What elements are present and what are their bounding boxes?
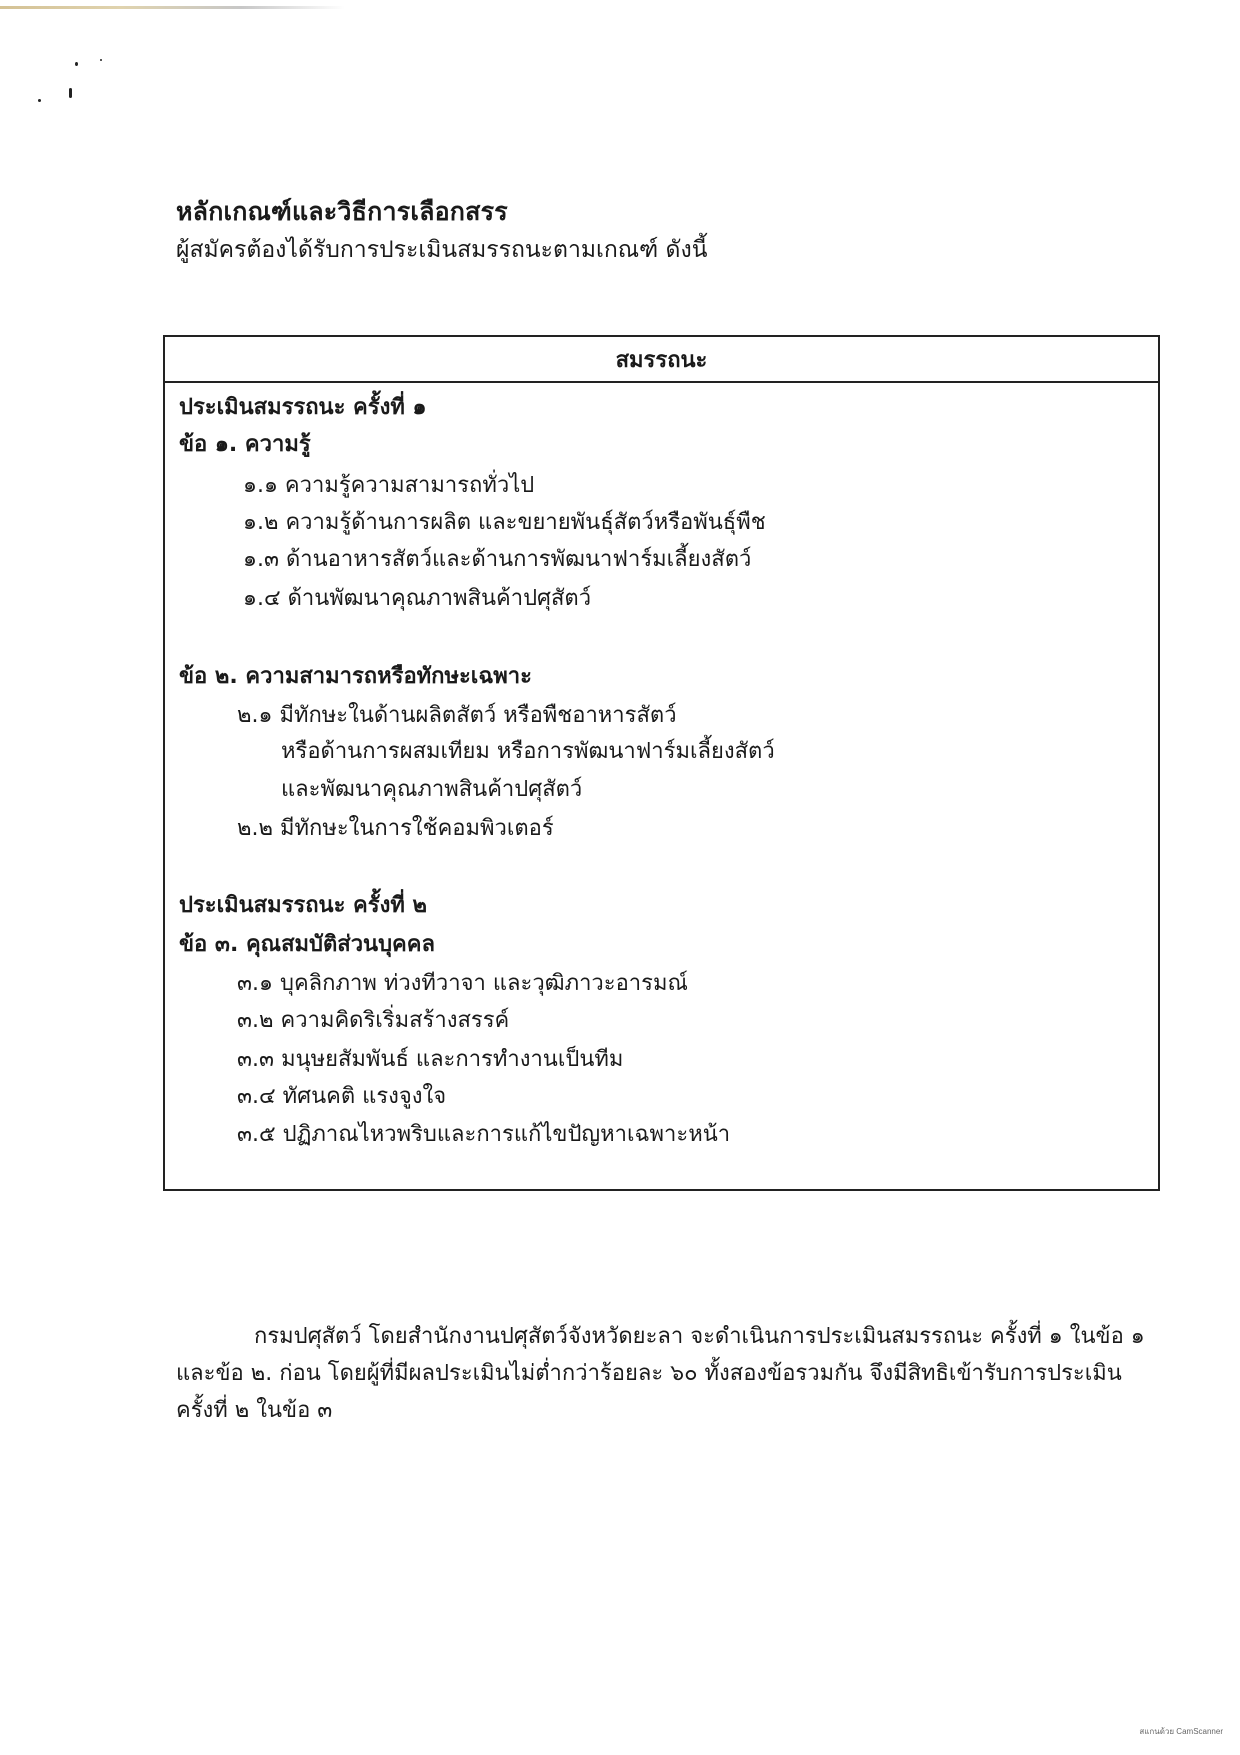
scan-speck [38, 99, 41, 102]
section-1-item: ๑.๔ ด้านพัฒนาคุณภาพสินค้าปศุสัตว์ [243, 586, 592, 611]
scan-speck [100, 59, 102, 61]
section-1-item: ๑.๓ ด้านอาหารสัตว์และด้านการพัฒนาฟาร์มเลี้ยงสัตว์ [243, 547, 752, 572]
round-1-heading: ประเมินสมรรถนะ ครั้งที่ ๑ [179, 395, 427, 420]
scanner-watermark: สแกนด้วย CamScanner [1139, 1727, 1223, 1736]
round-2-heading: ประเมินสมรรถนะ ครั้งที่ ๒ [179, 893, 427, 918]
section-2-item: ๒.๑ มีทักษะในด้านผลิตสัตว์ หรือพืชอาหารสัตว์ [237, 703, 677, 728]
scan-speck [75, 62, 78, 66]
competency-table [163, 335, 1160, 1191]
section-3-item: ๓.๔ ทัศนคติ แรงจูงใจ [237, 1084, 447, 1109]
paragraph-line: และข้อ ๒. ก่อน โดยผู้ที่มีผลประเมินไม่ต่ำกว่าร้อยละ ๖๐ ทั้งสองข้อรวมกัน จึงมีสิทธิเข้ารับการประเมิน [176, 1361, 1122, 1386]
section-3-item: ๓.๑ บุคลิกภาพ ท่วงทีวาจา และวุฒิภาวะอารมณ์ [237, 971, 688, 996]
section-2-heading: ข้อ ๒. ความสามารถหรือทักษะเฉพาะ [179, 664, 532, 689]
scan-speck [69, 88, 72, 98]
table-header: สมรรถนะ [165, 337, 1158, 383]
section-1-item: ๑.๑ ความรู้ความสามารถทั่วไป [243, 473, 535, 498]
scan-edge-smudge [0, 6, 345, 9]
paragraph-line: กรมปศุสัตว์ โดยสำนักงานปศุสัตว์จังหวัดยะลา จะดำเนินการประเมินสมรรถนะ ครั้งที่ ๑ ในข้อ ๑ [254, 1324, 1145, 1349]
section-3-item: ๓.๒ ความคิดริเริ่มสร้างสรรค์ [237, 1008, 510, 1033]
section-3-item: ๓.๕ ปฏิภาณไหวพริบและการแก้ไขปัญหาเฉพาะหน้า [237, 1122, 731, 1147]
document-title: หลักเกณฑ์และวิธีการเลือกสรร [176, 197, 508, 226]
document-subtitle: ผู้สมัครต้องได้รับการประเมินสมรรถนะตามเกณฑ์ ดังนี้ [176, 237, 708, 263]
section-2-item-continuation: และพัฒนาคุณภาพสินค้าปศุสัตว์ [281, 777, 583, 802]
section-3-heading: ข้อ ๓. คุณสมบัติส่วนบุคคล [179, 932, 435, 957]
section-1-item: ๑.๒ ความรู้ด้านการผลิต และขยายพันธุ์สัตว์หรือพันธุ์พืช [243, 510, 766, 535]
section-2-item-continuation: หรือด้านการผสมเทียม หรือการพัฒนาฟาร์มเลี้ยงสัตว์ [281, 739, 775, 764]
evaluation-note-paragraph [176, 1318, 1154, 1429]
section-2-item: ๒.๒ มีทักษะในการใช้คอมพิวเตอร์ [237, 816, 554, 841]
section-3-item: ๓.๓ มนุษยสัมพันธ์ และการทำงานเป็นทีม [237, 1047, 624, 1072]
paragraph-line: ครั้งที่ ๒ ในข้อ ๓ [176, 1398, 333, 1423]
section-1-heading: ข้อ ๑. ความรู้ [179, 432, 311, 457]
